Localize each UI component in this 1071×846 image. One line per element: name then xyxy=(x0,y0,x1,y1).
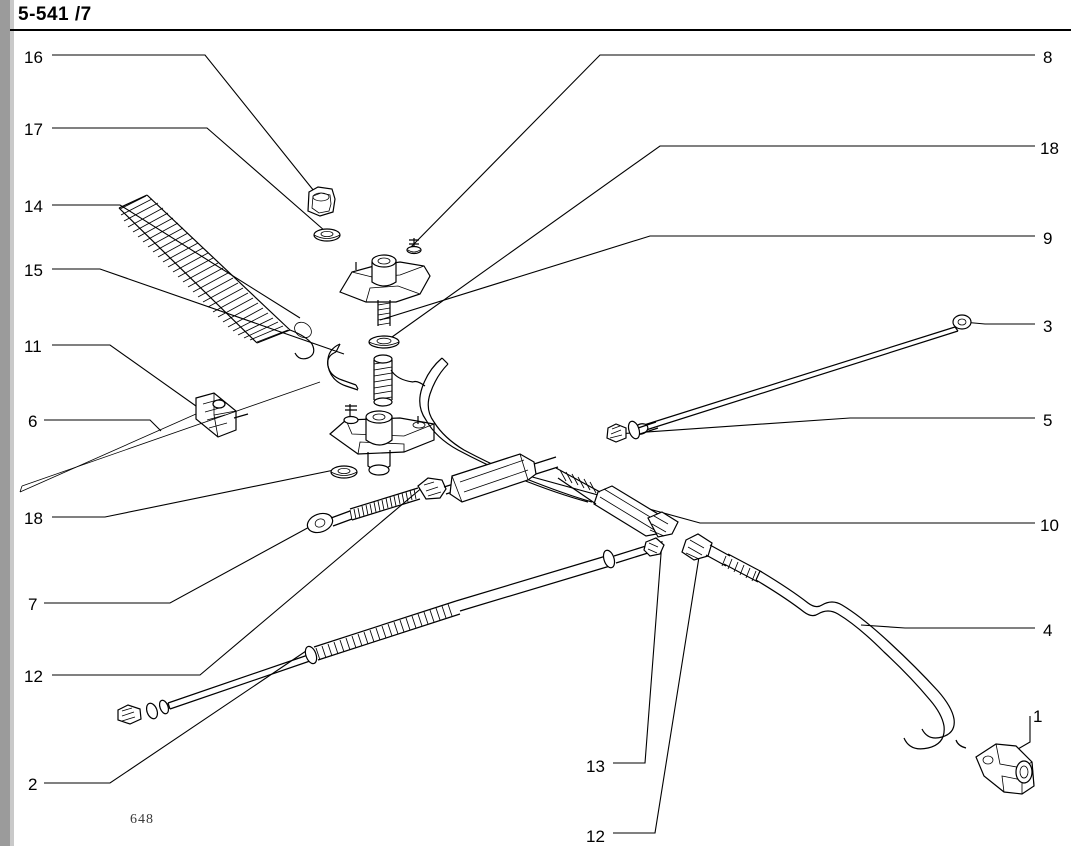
part-bent-pull-rod-4 xyxy=(722,554,966,749)
part-hex-nut-16 xyxy=(308,187,335,216)
part-adjusting-nut-12-bottom xyxy=(682,534,730,566)
callout-label-17: 17 xyxy=(24,120,43,139)
part-tension-spring-14 xyxy=(119,195,314,359)
part-threaded-stud-9 xyxy=(374,355,392,406)
figure-number: 648 xyxy=(130,812,154,827)
callout-label-6: 6 xyxy=(28,412,38,431)
part-brake-cable-2 xyxy=(118,538,664,724)
callout-label-9: 9 xyxy=(1043,229,1053,248)
part-washer-17 xyxy=(314,229,340,241)
part-turnbuckle-10 xyxy=(450,454,558,502)
callout-label-3: 3 xyxy=(1043,317,1053,336)
callout-label-12-bottom: 12 xyxy=(586,827,605,846)
part-bracket-1 xyxy=(976,744,1034,794)
callout-label-15: 15 xyxy=(24,261,43,280)
part-cable-eye-7 xyxy=(305,488,420,536)
callout-label-8: 8 xyxy=(1043,48,1053,67)
page-code: 5-541 /7 xyxy=(18,4,92,25)
callout-label-2: 2 xyxy=(28,775,38,794)
callout-label-7: 7 xyxy=(28,595,38,614)
part-lower-bracket xyxy=(330,404,434,478)
part-clamp-block-11 xyxy=(196,393,248,437)
part-coupling-sleeve-13 xyxy=(556,468,678,537)
callout-label-16: 16 xyxy=(24,48,43,67)
callout-label-11: 11 xyxy=(24,337,42,356)
callout-label-4: 4 xyxy=(1043,621,1053,640)
leader-lines xyxy=(44,55,1035,833)
part-equalizer-plate-8 xyxy=(340,238,430,326)
part-lock-washer-18-upper xyxy=(369,336,399,348)
callout-label-10: 10 xyxy=(1040,516,1059,535)
callout-label-1: 1 xyxy=(1033,707,1043,726)
callout-label-18-right: 18 xyxy=(1040,139,1059,158)
callout-label-14: 14 xyxy=(24,197,43,216)
callout-label-18-left: 18 xyxy=(24,509,43,528)
callout-label-13: 13 xyxy=(586,757,605,776)
part-spring-hook-rod-15 xyxy=(328,344,358,390)
part-thin-rod-6 xyxy=(20,382,320,492)
callout-label-12-left: 12 xyxy=(24,667,43,686)
callout-label-5: 5 xyxy=(1043,411,1053,430)
